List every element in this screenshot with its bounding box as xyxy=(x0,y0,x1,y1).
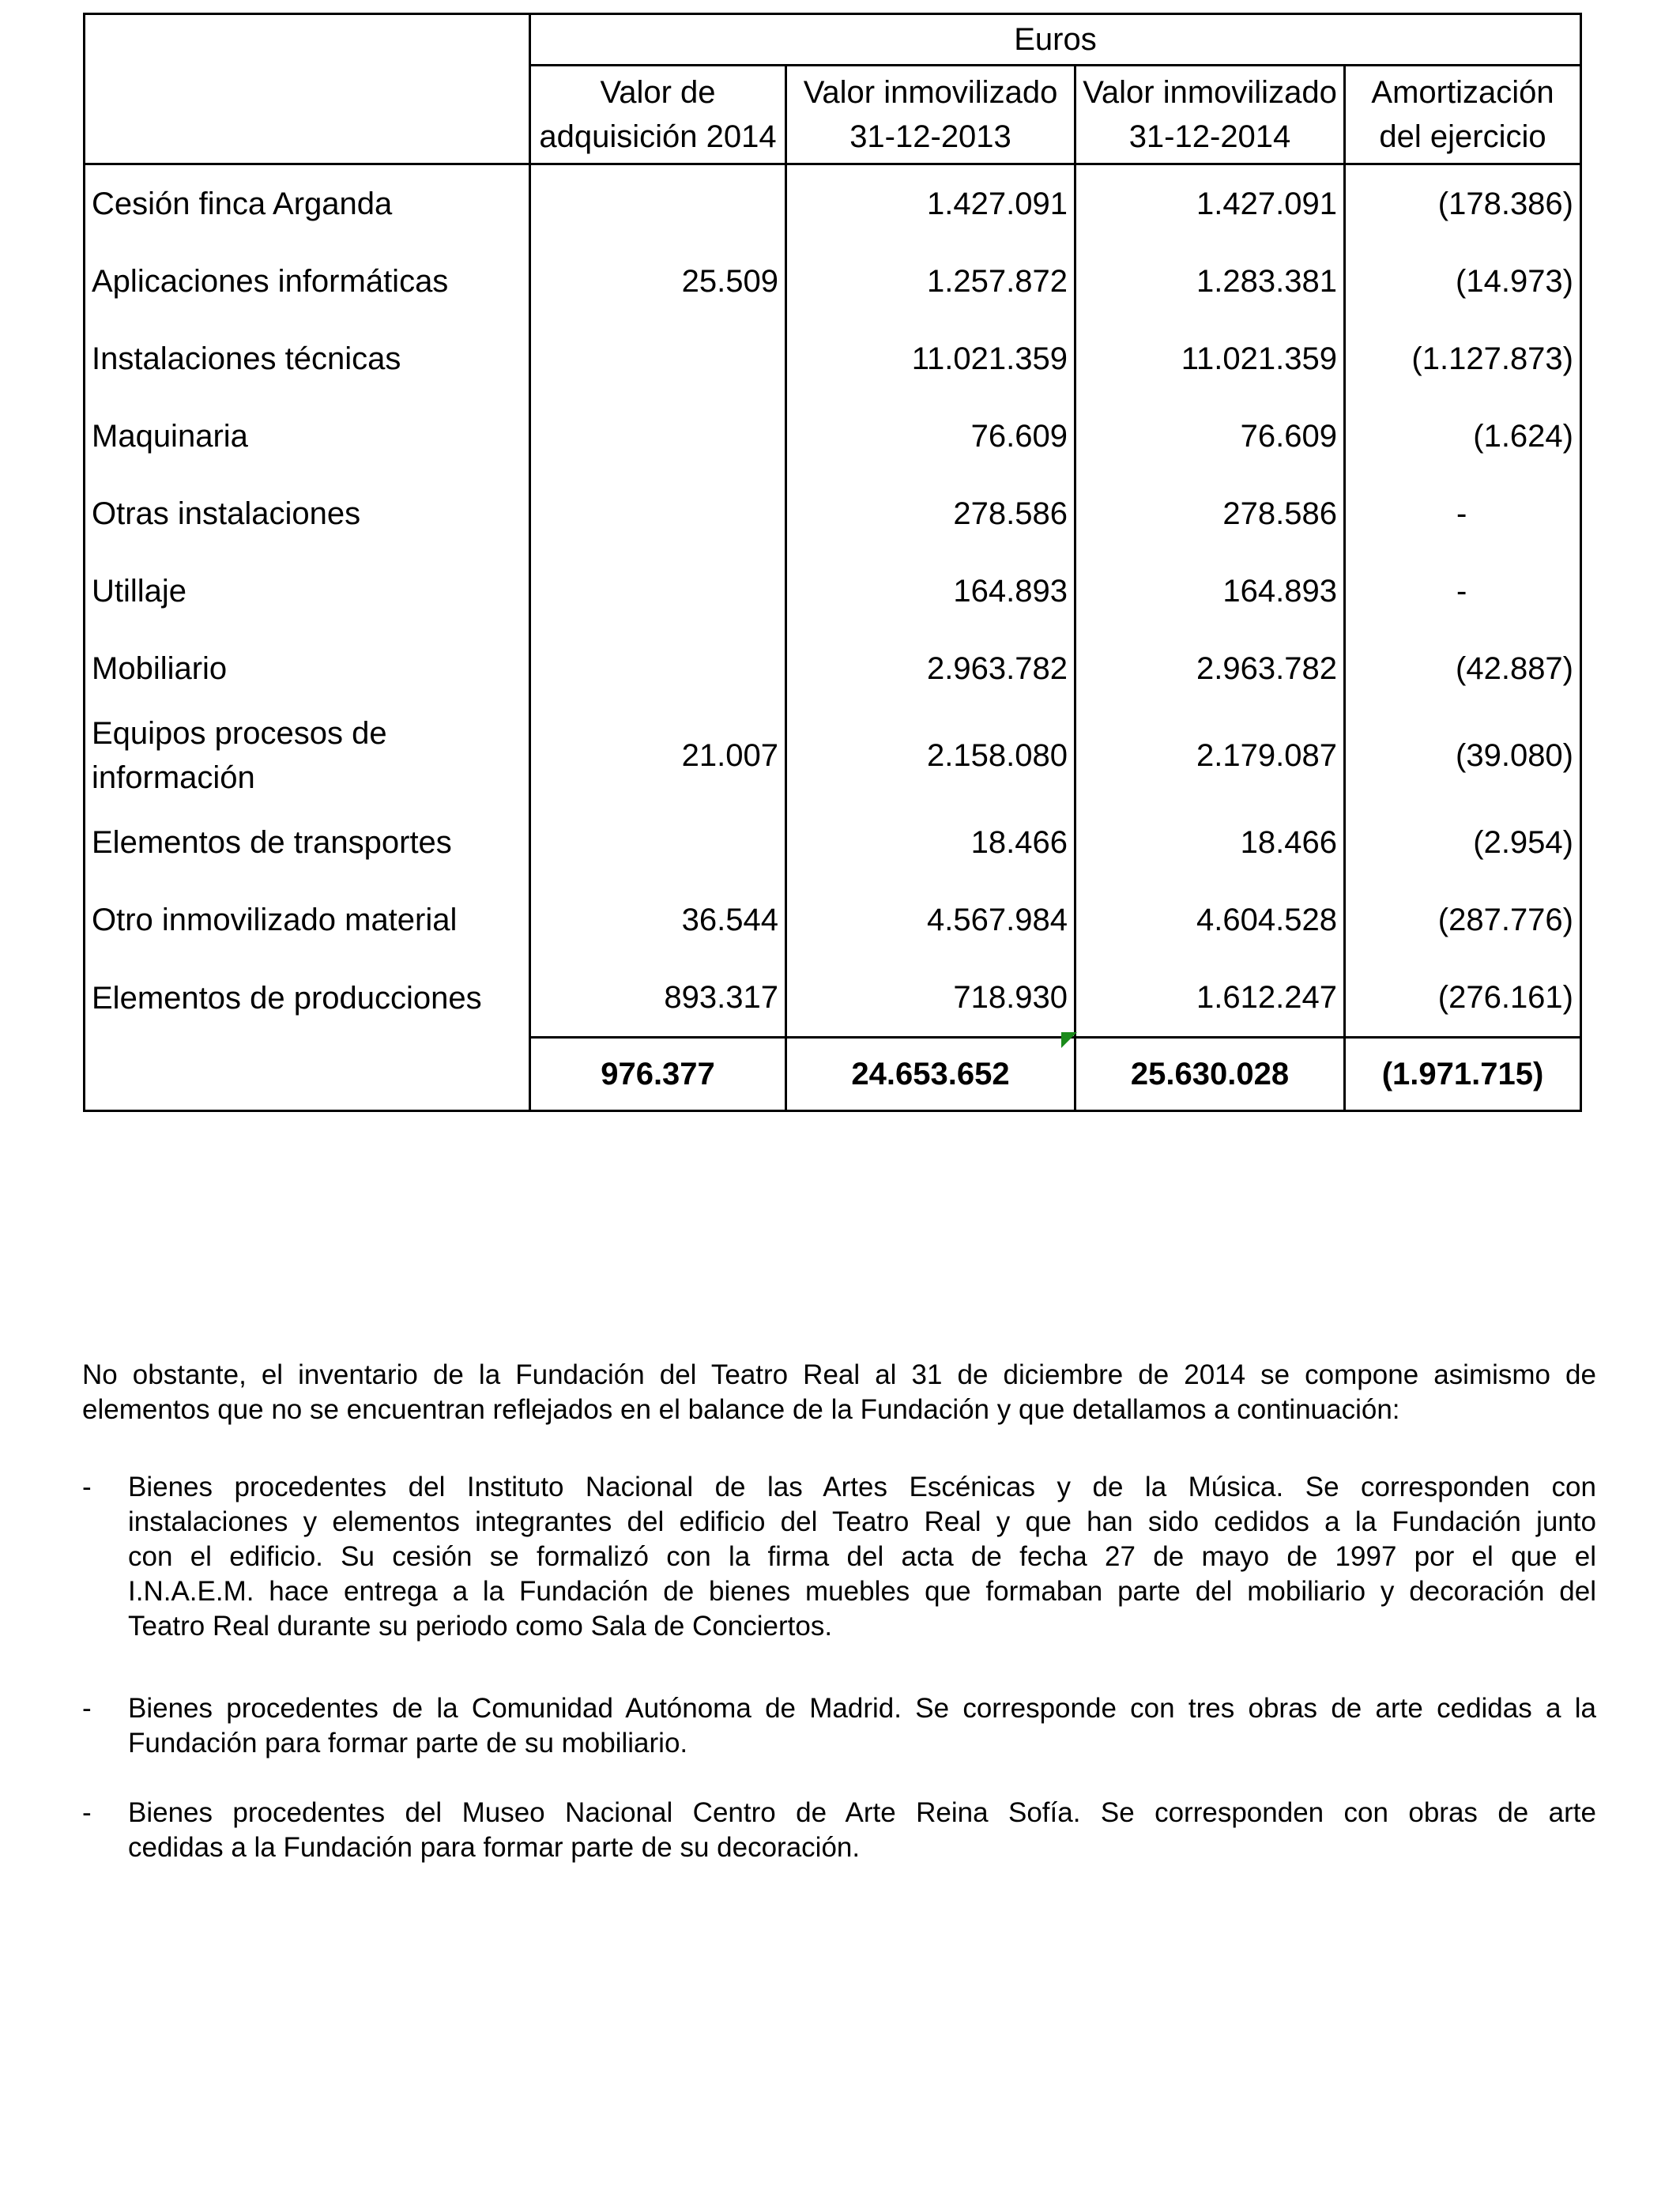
header-line: Valor inmovilizado xyxy=(803,75,1058,110)
cell-valor-2014: 2.963.782 xyxy=(1075,630,1345,707)
table-row xyxy=(85,243,1581,320)
header-col-amortizacion xyxy=(1345,66,1581,164)
cell-valor-2013: 11.021.359 xyxy=(786,320,1075,398)
bullet-dash: - xyxy=(82,1693,92,1724)
paragraph-line: Bienes procedentes del Museo Nacional Centro de Arte Reina Sofía. Se corresponden con obras de arte xyxy=(128,1797,1596,1828)
cell-amortizacion: - xyxy=(1345,475,1581,552)
header-line: 31-12-2013 xyxy=(849,119,1011,154)
table-row xyxy=(85,881,1581,959)
table-row xyxy=(85,320,1581,398)
cell-adquisicion xyxy=(530,630,786,707)
table-row xyxy=(85,398,1581,475)
cell-valor-2013: 718.930 xyxy=(786,959,1075,1038)
cell-valor-2013: 2.158.080 xyxy=(786,707,1075,804)
bullet-dash: - xyxy=(82,1797,92,1828)
header-col-valor-2014 xyxy=(1075,66,1345,164)
table-row xyxy=(85,804,1581,881)
cell-adquisicion xyxy=(530,804,786,881)
row-label: Otras instalaciones xyxy=(85,475,530,552)
row-label-line: información xyxy=(92,760,255,795)
cell-valor-2014: 1.612.247 xyxy=(1075,959,1345,1038)
totals-row xyxy=(85,1038,1581,1111)
bullet-dash: - xyxy=(82,1472,92,1502)
cell-valor-2013: 2.963.782 xyxy=(786,630,1075,707)
list-item-text xyxy=(128,1691,1596,1761)
total-valor-2013: 24.653.652 xyxy=(786,1038,1075,1111)
cell-comment-marker xyxy=(1061,1032,1077,1048)
cell-valor-2014: 11.021.359 xyxy=(1075,320,1345,398)
paragraph-line: elementos que no se encuentran reflejados en el balance de la Fundación y que detallamos a continuación: xyxy=(82,1394,1400,1425)
table-header-group-row xyxy=(85,14,1581,66)
cell-valor-2013: 278.586 xyxy=(786,475,1075,552)
header-empty-cell xyxy=(85,14,530,164)
header-line: del ejercicio xyxy=(1379,119,1546,154)
fixed-assets-table xyxy=(83,13,1582,1112)
row-label: Elementos de producciones xyxy=(85,959,530,1038)
paragraph-line: I.N.A.E.M. hace entrega a la Fundación de bienes muebles que formaban parte del mobiliario y decoración del xyxy=(128,1576,1596,1607)
cell-adquisicion xyxy=(530,552,786,630)
total-amortizacion: (1.971.715) xyxy=(1345,1038,1581,1111)
cell-amortizacion: (287.776) xyxy=(1345,881,1581,959)
cell-adquisicion xyxy=(530,398,786,475)
paragraph-line: con el edificio. Su cesión se formalizó con la firma del acta de fecha 27 de mayo de 1997 por el que el xyxy=(128,1541,1596,1572)
cell-valor-2014: 1.427.091 xyxy=(1075,164,1345,243)
header-euros: Euros xyxy=(530,14,1581,66)
cell-valor-2013: 1.257.872 xyxy=(786,243,1075,320)
cell-adquisicion: 25.509 xyxy=(530,243,786,320)
table-row xyxy=(85,959,1581,1038)
cell-valor-2013: 164.893 xyxy=(786,552,1075,630)
cell-valor-2014: 18.466 xyxy=(1075,804,1345,881)
row-label: Elementos de transportes xyxy=(85,804,530,881)
list-item-text xyxy=(128,1470,1596,1644)
table-row xyxy=(85,164,1581,243)
cell-valor-2014: 2.179.087 xyxy=(1075,707,1345,804)
cell-adquisicion xyxy=(530,164,786,243)
row-label: Cesión finca Arganda xyxy=(85,164,530,243)
header-line: Amortización xyxy=(1371,75,1554,110)
header-col-valor-2013 xyxy=(786,66,1075,164)
cell-adquisicion xyxy=(530,475,786,552)
row-label: Maquinaria xyxy=(85,398,530,475)
cell-amortizacion: (276.161) xyxy=(1345,959,1581,1038)
cell-amortizacion: (1.624) xyxy=(1345,398,1581,475)
cell-amortizacion: (178.386) xyxy=(1345,164,1581,243)
cell-valor-2014: 1.283.381 xyxy=(1075,243,1345,320)
row-label xyxy=(85,707,530,804)
row-label: Mobiliario xyxy=(85,630,530,707)
row-label: Utillaje xyxy=(85,552,530,630)
table-row xyxy=(85,630,1581,707)
cell-adquisicion: 893.317 xyxy=(530,959,786,1038)
row-label: Otro inmovilizado material xyxy=(85,881,530,959)
header-line: 31-12-2014 xyxy=(1128,119,1291,154)
header-col-adquisicion xyxy=(530,66,786,164)
cell-valor-2013: 76.609 xyxy=(786,398,1075,475)
paragraph-line: Bienes procedentes de la Comunidad Autónoma de Madrid. Se corresponde con tres obras de arte cedidas a la xyxy=(128,1693,1596,1724)
cell-valor-2014: 278.586 xyxy=(1075,475,1345,552)
total-adquisicion: 976.377 xyxy=(530,1038,786,1111)
cell-adquisicion xyxy=(530,320,786,398)
header-line: adquisición 2014 xyxy=(539,119,777,154)
row-label: Instalaciones técnicas xyxy=(85,320,530,398)
cell-valor-2014: 164.893 xyxy=(1075,552,1345,630)
paragraph-line: Bienes procedentes del Instituto Nacional de las Artes Escénicas y de la Música. Se corresponden con xyxy=(128,1472,1596,1502)
totals-empty-cell xyxy=(85,1038,530,1111)
paragraph-line: Teatro Real durante su periodo como Sala de Conciertos. xyxy=(128,1611,833,1642)
header-line: Valor de xyxy=(600,75,716,110)
row-label-line: Equipos procesos de xyxy=(92,716,387,751)
paragraph-line: No obstante, el inventario de la Fundación del Teatro Real al 31 de diciembre de 2014 se compone asimismo de xyxy=(82,1359,1596,1390)
cell-valor-2014: 76.609 xyxy=(1075,398,1345,475)
cell-amortizacion: (1.127.873) xyxy=(1345,320,1581,398)
total-valor-2014: 25.630.028 xyxy=(1075,1038,1345,1111)
header-line: Valor inmovilizado xyxy=(1083,75,1337,110)
cell-adquisicion: 36.544 xyxy=(530,881,786,959)
cell-amortizacion: (14.973) xyxy=(1345,243,1581,320)
table-row xyxy=(85,707,1581,804)
table-row xyxy=(85,475,1581,552)
intro-paragraph xyxy=(82,1358,1596,1427)
cell-valor-2013: 18.466 xyxy=(786,804,1075,881)
cell-valor-2014: 4.604.528 xyxy=(1075,881,1345,959)
cell-amortizacion: (2.954) xyxy=(1345,804,1581,881)
cell-amortizacion: (39.080) xyxy=(1345,707,1581,804)
row-label: Aplicaciones informáticas xyxy=(85,243,530,320)
paragraph-line: cedidas a la Fundación para formar parte de su decoración. xyxy=(128,1832,861,1863)
paragraph-line: instalaciones y elementos integrantes del edificio del Teatro Real y que han sido cedidos a la Fundación junto xyxy=(128,1506,1596,1537)
cell-amortizacion: - xyxy=(1345,552,1581,630)
cell-valor-2013: 4.567.984 xyxy=(786,881,1075,959)
list-item-text xyxy=(128,1796,1596,1865)
paragraph-line: Fundación para formar parte de su mobiliario. xyxy=(128,1728,688,1759)
cell-adquisicion: 21.007 xyxy=(530,707,786,804)
cell-amortizacion: (42.887) xyxy=(1345,630,1581,707)
cell-valor-2013: 1.427.091 xyxy=(786,164,1075,243)
table-row xyxy=(85,552,1581,630)
